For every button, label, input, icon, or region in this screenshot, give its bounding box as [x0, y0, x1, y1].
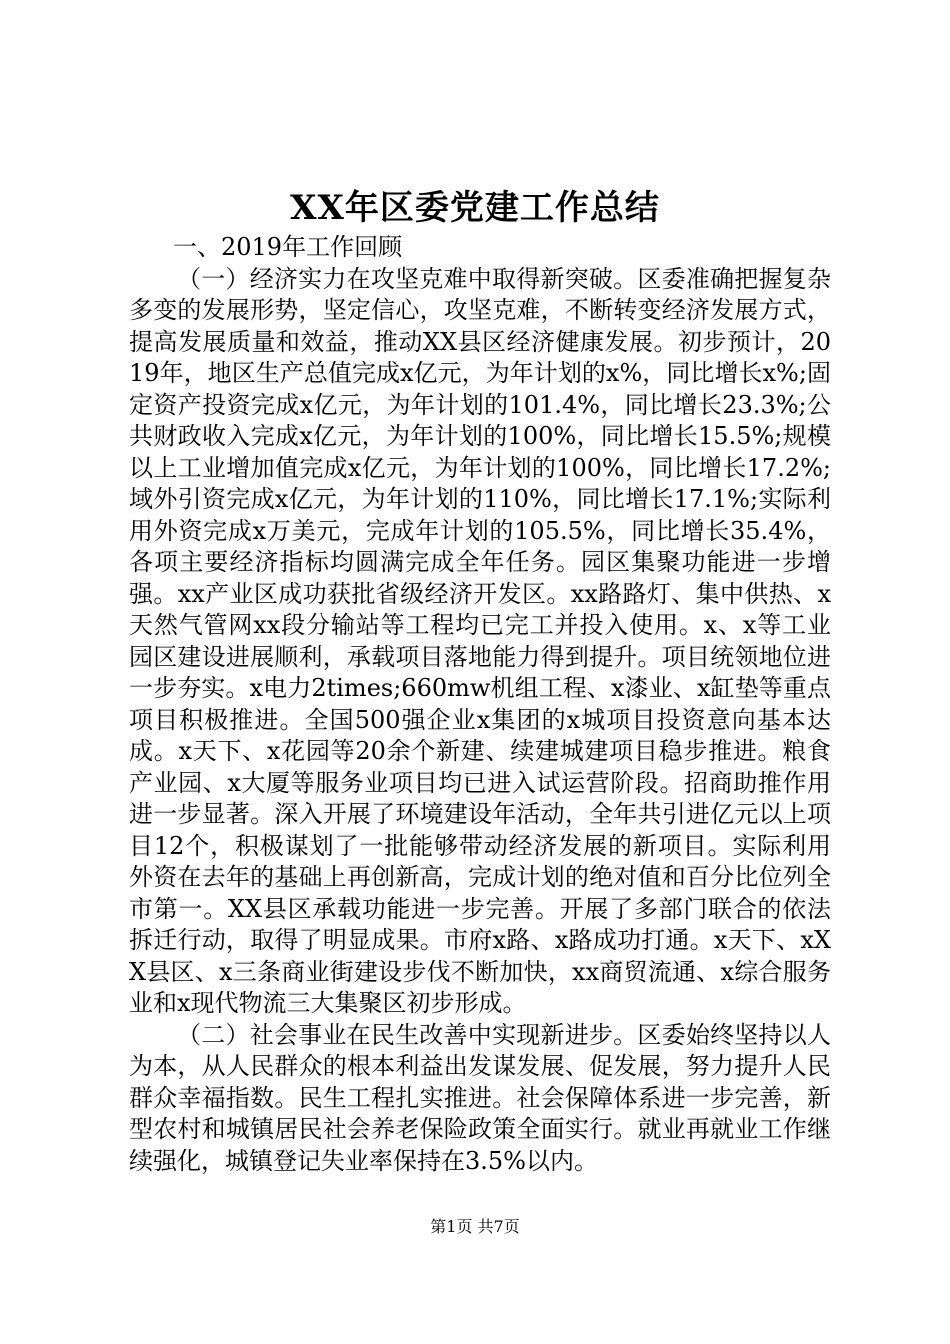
- document-title: XX年区委党建工作总结: [290, 188, 660, 228]
- document-body: [129, 232, 831, 1177]
- page-footer: 第1页 共7页: [430, 1217, 520, 1236]
- paragraph-economy: （一）经济实力在攻坚克难中取得新突破。区委准确把握复杂多变的发展形势，坚定信心，攻坚克难，不断转变经济发展方式，提高发展质量和效益，推动XX县区经济健康发展。初步预计，2019年，地区生产总值完成x亿元，为年计划的x%，同比增长x%;固定资产投资完成x亿元，为年计划的101.4%，同比增长23.3%;公共财政收入完成x亿元，为年计划的100%，同比增长15.5%;规模以上工业增加值完成x亿元，为年计划的100%，同比增长17.2%;域外引资完成x亿元，为年计划的110%，同比增长17.1%;实际利用外资完成x万美元，完成年计划的105.5%，同比增长35.4%，各项主要经济指标均圆满完成全年任务。园区集聚功能进一步增强。xx产业区成功获批省级经济开发区。xx路路灯、集中供热、x天然气管网xx段分输站等工程均已完工并投入使用。x、x等工业园区建设进展顺利，承载项目落地能力得到提升。项目统领地位进一步夯实。x电力2times;660mw机组工程、x漆业、x缸垫等重点项目积极推进。全国500强企业x集团的x城项目投资意向基本达成。x天下、x花园等20余个新建、续建城建项目稳步推进。粮食产业园、x大厦等服务业项目均已进入试运营阶段。招商助推作用进一步显著。深入开展了环境建设年活动，全年共引进亿元以上项目12个，积极谋划了一批能够带动经济发展的新项目。实际利用外资在去年的基础上再创新高，完成计划的绝对值和百分比位列全市第一。XX县区承载功能进一步完善。开展了多部门联合的依法拆迁行动，取得了明显成果。市府x路、x路成功打通。x天下、xXX县区、x三条商业街建设步伐不断加快，xx商贸流通、x综合服务业和x现代物流三大集聚区初步形成。: [129, 264, 831, 1017]
- paragraph-social: （二）社会事业在民生改善中实现新进步。区委始终坚持以人为本，从人民群众的根本利益出发谋发展、促发展，努力提升人民群众幸福指数。民生工程扎实推进。社会保障体系进一步完善，新型农村和城镇居民社会养老保险政策全面实行。就业再就业工作继续强化，城镇登记失业率保持在3.5%以内。: [129, 1020, 831, 1175]
- section-heading: 一、2019年工作回顾: [173, 233, 403, 261]
